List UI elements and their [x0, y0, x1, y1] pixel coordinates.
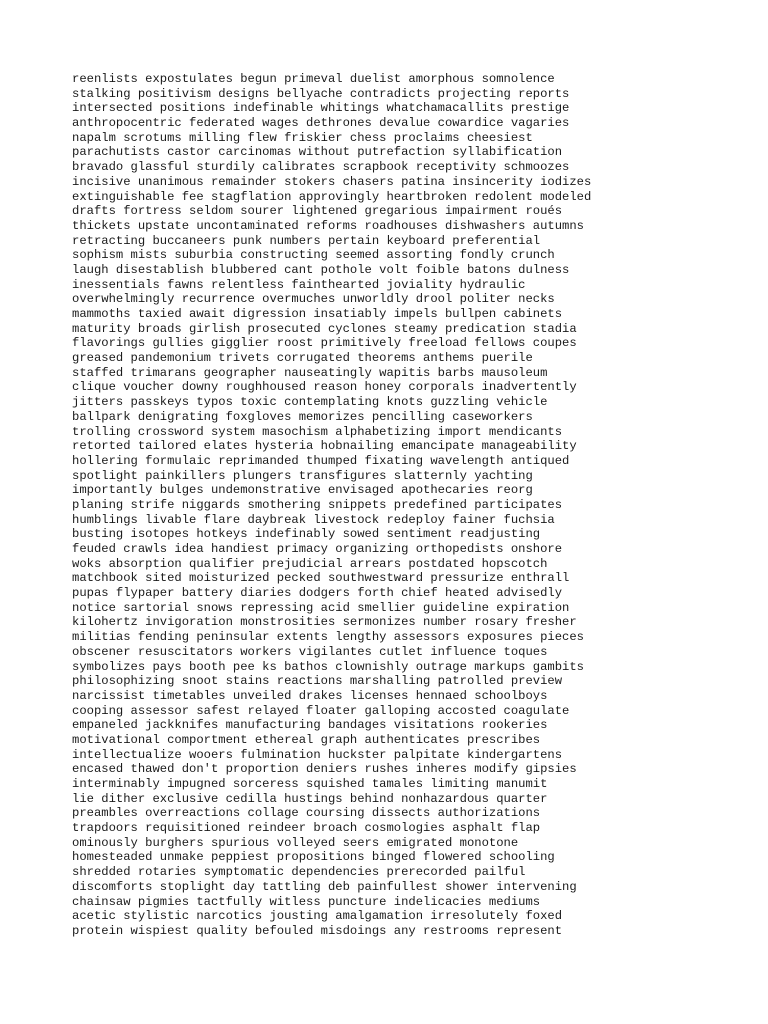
text-line: matchbook sited moisturized pecked southwestward pressurize enthrall	[72, 571, 570, 586]
text-line: importantly bulges undemonstrative envisaged apothecaries reorg	[72, 483, 533, 498]
text-line: hollering formulaic reprimanded thumped fixating wavelength antiqued	[72, 453, 570, 468]
text-line: encased thawed don't proportion deniers rushes inheres modify gipsies	[72, 762, 577, 777]
text-line: overwhelmingly recurrence overmuches unworldly drool politer necks	[72, 292, 555, 307]
word-list-text	[72, 72, 732, 939]
text-line: incisive unanimous remainder stokers chasers patina insincerity iodizes	[72, 174, 592, 189]
text-line: obscener resuscitators workers vigilantes cutlet influence toques	[72, 644, 548, 659]
text-line: napalm scrotums milling flew friskier chess proclaims cheesiest	[72, 130, 533, 145]
text-line: homesteaded unmake peppiest propositions binged flowered schooling	[72, 850, 555, 865]
text-line: stalking positivism designs bellyache contradicts projecting reports	[72, 86, 570, 101]
text-line: reenlists expostulates begun primeval duelist amorphous somnolence	[72, 72, 555, 86]
text-line: shredded rotaries symptomatic dependencies prerecorded pailful	[72, 865, 526, 880]
text-line: motivational comportment ethereal graph authenticates prescribes	[72, 732, 541, 747]
text-line: feuded crawls idea handiest primacy organizing orthopedists onshore	[72, 542, 563, 556]
text-line: retracting buccaneers punk numbers pertain keyboard preferential	[72, 233, 541, 248]
text-line: retorted tailored elates hysteria hobnailing emancipate manageability	[72, 439, 577, 454]
text-line: empaneled jackknifes manufacturing bandages visitations rookeries	[72, 718, 548, 733]
text-line: intellectualize wooers fulmination huckster palpitate kindergartens	[72, 747, 563, 762]
text-line: planing strife niggards smothering snippets predefined participates	[72, 497, 563, 512]
text-line: staffed trimarans geographer nauseatingly wapitis barbs mausoleum	[72, 365, 548, 380]
text-line: clique voucher downy roughhoused reason honey corporals inadvertently	[72, 380, 577, 395]
text-line: lie dither exclusive cedilla hustings behind nonhazardous quarter	[72, 791, 548, 806]
text-line: discomforts stoplight day tattling deb painfullest shower intervening	[72, 879, 577, 894]
text-line: bravado glassful sturdily calibrates scrapbook receptivity schmoozes	[72, 160, 570, 175]
text-line: philosophizing snoot stains reactions marshalling patrolled preview	[72, 674, 563, 689]
text-line: pupas flypaper battery diaries dodgers forth chief heated advisedly	[72, 586, 563, 601]
text-line: acetic stylistic narcotics jousting amalgamation irresolutely foxed	[72, 909, 563, 924]
text-line: trapdoors requisitioned reindeer broach cosmologies asphalt flap	[72, 821, 541, 836]
text-line: chainsaw pigmies tactfully witless puncture indelicacies mediums	[72, 894, 541, 909]
text-line: laugh disestablish blubbered cant pothole volt foible batons dulness	[72, 262, 570, 277]
text-line: parachutists castor carcinomas without putrefaction syllabification	[72, 145, 563, 160]
text-line: notice sartorial snows repressing acid smellier guideline expiration	[72, 600, 570, 615]
text-line: kilohertz invigoration monstrosities sermonizes number rosary fresher	[72, 615, 577, 630]
text-line: inessentials fawns relentless fainthearted joviality hydraulic	[72, 277, 526, 292]
text-line: flavorings gullies gigglier roost primitively freeload fellows coupes	[72, 336, 577, 351]
text-line: humblings livable flare daybreak livestock redeploy fainer fuchsia	[72, 512, 555, 527]
text-line: sophism mists suburbia constructing seemed assorting fondly crunch	[72, 248, 555, 263]
text-line: jitters passkeys typos toxic contemplating knots guzzling vehicle	[72, 395, 548, 410]
text-line: anthropocentric federated wages dethrones devalue cowardice vagaries	[72, 116, 570, 131]
text-line: maturity broads girlish prosecuted cyclones steamy predication stadia	[72, 321, 577, 336]
text-line: cooping assessor safest relayed floater galloping accosted coagulate	[72, 703, 570, 718]
text-line: busting isotopes hotkeys indefinably sowed sentiment readjusting	[72, 527, 541, 542]
text-line: interminably impugned sorceress squished tamales limiting manumit	[72, 777, 548, 791]
text-line: spotlight painkillers plungers transfigures slatternly yachting	[72, 468, 533, 483]
text-line: drafts fortress seldom sourer lightened gregarious impairment roués	[72, 204, 563, 219]
text-line: protein wispiest quality befouled misdoings any restrooms represent	[72, 923, 563, 938]
text-line: ballpark denigrating foxgloves memorizes pencilling caseworkers	[72, 409, 533, 424]
text-line: woks absorption qualifier prejudicial arrears postdated hopscotch	[72, 556, 548, 571]
text-line: thickets upstate uncontaminated reforms roadhouses dishwashers autumns	[72, 218, 584, 233]
text-line: militias fending peninsular extents lengthy assessors exposures pieces	[72, 630, 584, 645]
text-line: mammoths taxied await digression insatiably impels bullpen cabinets	[72, 307, 563, 321]
text-line: extinguishable fee stagflation approvingly heartbroken redolent modeled	[72, 189, 592, 204]
text-line: greased pandemonium trivets corrugated theorems anthems puerile	[72, 351, 533, 366]
text-line: trolling crossword system masochism alphabetizing import mendicants	[72, 424, 563, 439]
text-line: intersected positions indefinable whitings whatchamacallits prestige	[72, 101, 570, 116]
text-line: narcissist timetables unveiled drakes licenses hennaed schoolboys	[72, 688, 548, 703]
text-line: symbolizes pays booth pee ks bathos clownishly outrage markups gambits	[72, 659, 584, 674]
text-line: preambles overreactions collage coursing dissects authorizations	[72, 806, 541, 821]
text-line: ominously burghers spurious volleyed seers emigrated monotone	[72, 835, 519, 850]
